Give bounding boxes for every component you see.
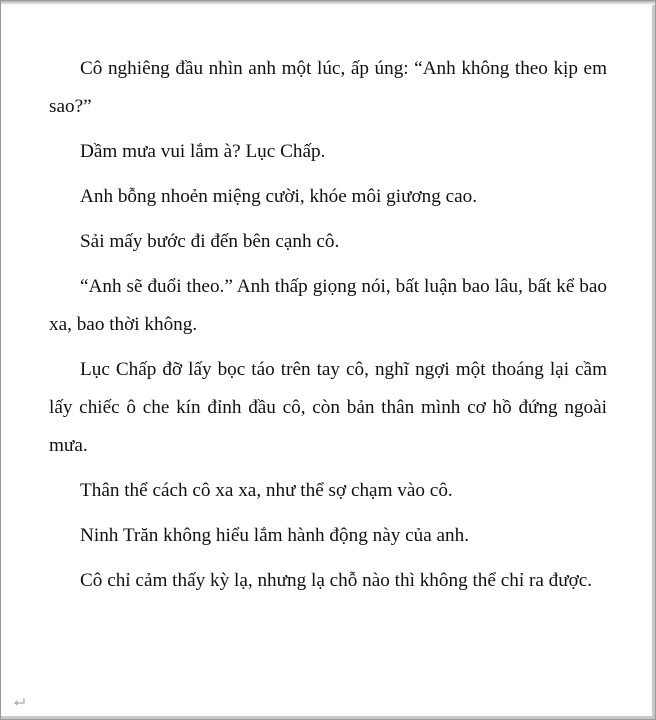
paragraph-5: “Anh sẽ đuổi theo.” Anh thấp giọng nói, bất luận bao lâu, bất kể bao xa, bao thời không. (49, 276, 607, 335)
paragraph-9: Cô chỉ cảm thấy kỳ lạ, nhưng lạ chỗ nào thì không thể chỉ ra được. (80, 570, 593, 591)
paragraph-1: Cô nghiêng đầu nhìn anh một lúc, ấp úng: “Anh không theo kịp em sao?” (49, 58, 607, 117)
page-top-edge (1, 1, 655, 5)
paragraph-4: Sải mấy bước đi đến bên cạnh cô. (80, 231, 340, 252)
return-arrow-icon (13, 697, 25, 707)
paragraph-7: Thân thể cách cô xa xa, như thể sợ chạm vào cô. (80, 480, 453, 501)
paragraph-8: Ninh Trăn không hiểu lắm hành động này của anh. (80, 525, 470, 546)
document-body[interactable] (49, 50, 607, 607)
paragraph-3: Anh bỗng nhoẻn miệng cười, khóe môi giương cao. (80, 186, 478, 207)
paragraph-6: Lục Chấp đỡ lấy bọc táo trên tay cô, nghĩ ngợi một thoáng lại cầm lấy chiếc ô che kín đỉnh đầu cô, còn bản thân mình cơ hồ đứng ngoài mưa. (49, 359, 607, 456)
paragraph-2: Dầm mưa vui lắm à? Lục Chấp. (80, 141, 326, 162)
